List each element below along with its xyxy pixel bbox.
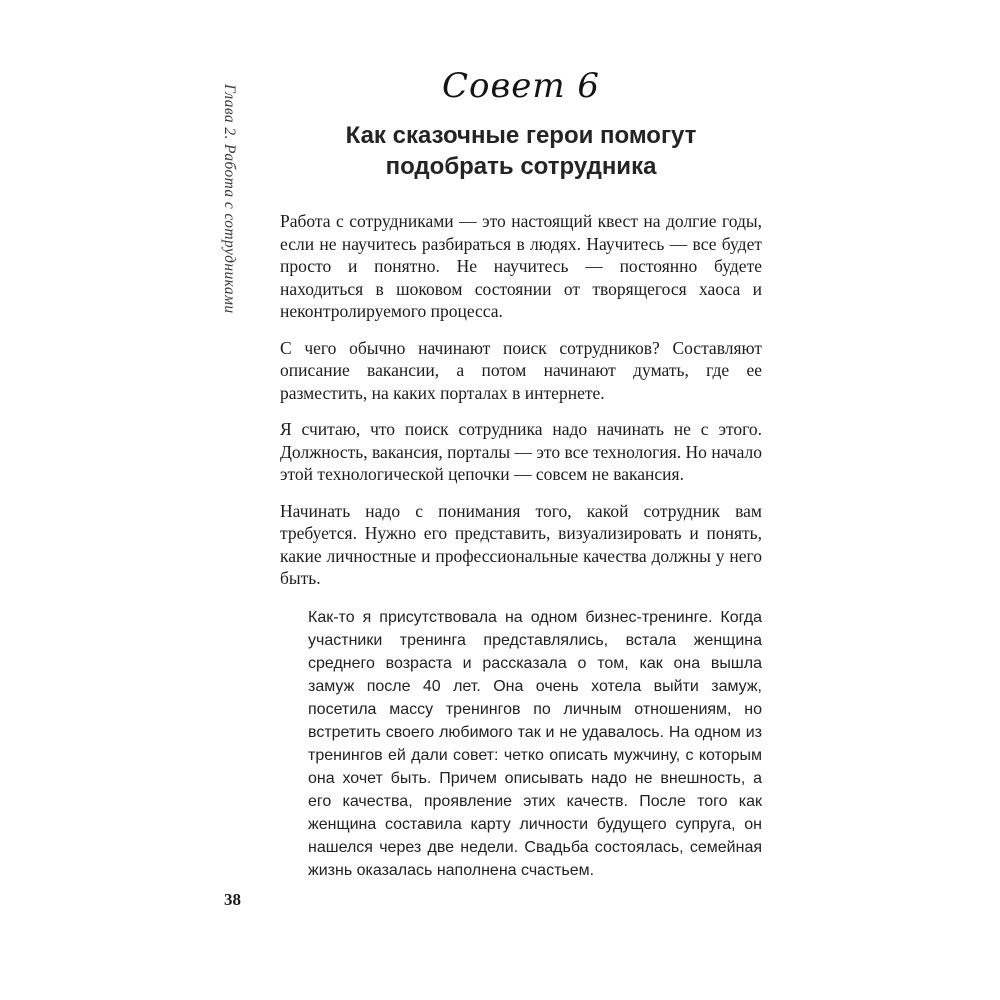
paragraph-4: Начинать надо с понимания того, какой сотрудник вам требуется. Нужно его представить, визуализировать и понять, какие личностные и профессиональные качества должны у него быть. [280,500,762,588]
paragraph-3: Я считаю, что поиск сотрудника надо начинать не с этого. Должность, вакансия, порталы — это все технология. Но начало этой технологической цепочки — совсем не вакансия. [280,419,762,484]
page-number: 38 [224,890,241,909]
tip-heading [280,120,762,182]
tip-heading-line-2: подобрать сотрудника [385,153,657,180]
tip-number-title: Совет 6 [441,66,601,106]
paragraph-1: Работа с сотрудниками — это настоящий квест на долгие годы, если не научитесь разбираться в людях. Научитесь — все будет просто и понятно. Не научитесь — постоянно будете находиться в шоковом состоянии от творящегося хаоса и неконтролируемого процесса. [280,211,762,321]
tip-heading-line-1: Как сказочные герои помогут [345,122,697,149]
story-excerpt: Как-то я присутствовала на одном бизнес-тренинге. Когда участники тренинга представлялись, встала женщина среднего возраста и рассказала о том, как она вышла замуж после 40 лет. Она очень хотела выйти замуж, посетила массу тренингов по личным отношениям, но встретить своего любимого так и не удавалось. На одном из тренингов ей дали совет: четко описать мужчину, с которым она хочет быть. Причем описывать надо не внешность, а его качества, проявление этих качеств. После того как женщина составила карту личности будущего супруга, он нашелся через две недели. Свадьба состоялась, семейная жизнь оказалась наполнена счастьем. [308,608,762,879]
chapter-running-head: Глава 2. Работа с сотрудниками [221,84,238,314]
paragraph-2: С чего обычно начинают поиск сотрудников? Составляют описание вакансии, а потом начинают думать, где ее разместить, на каких порталах в интернете. [280,337,762,403]
content-column [280,66,762,882]
